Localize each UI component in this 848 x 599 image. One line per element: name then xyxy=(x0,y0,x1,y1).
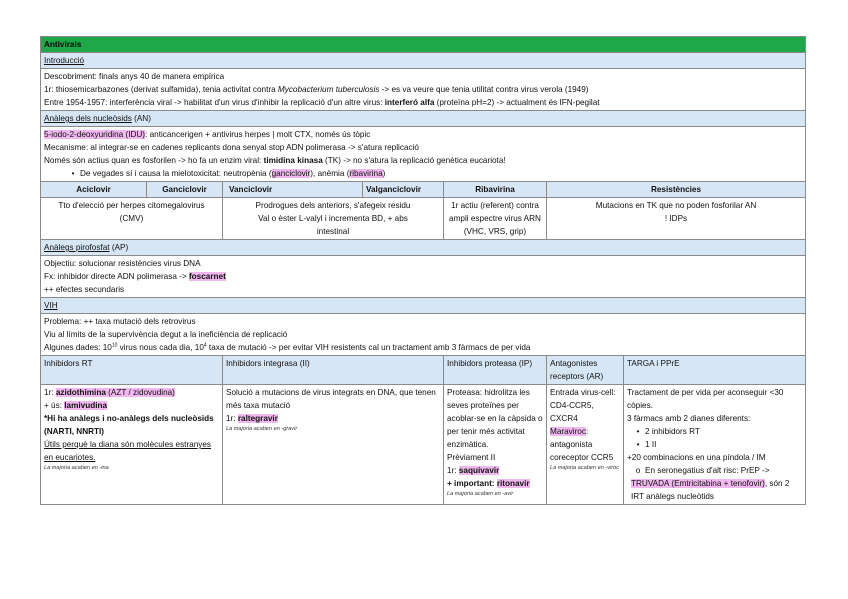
bullet-icon: • xyxy=(71,169,75,178)
section-heading-intro: Introducció xyxy=(41,53,806,69)
an-columns: Aciclovir Ganciclovir Vanciclovir Valganciclovir Ribavirina Resistències xyxy=(41,182,806,198)
an-text: 5-iodo-2-deoxyuridina (IDU): anticancerigen + antivirus herpes | molt CTX, només ús tòpic Mecanisme: al integrar-se en cadenes replicants dona senyal stop ADN polimerasa -> s'atura replicació Només són actius quan es fosforilen -> ho fa un enzim viral: timidina kinasa (TK) -> no s'atura la replicació genètica eucariota! • De vegades sí i causa la mielotoxicitat: neutropènia (ganciclovir), anèmia (ribavirina) xyxy=(41,127,806,182)
ii-cell: Solució a mutacions de virus integrats en DNA, que tenen més taxa mutació 1r: raltegravir La majoria acaben en -gravir xyxy=(223,385,444,505)
circle-bullet-icon: o xyxy=(635,466,641,475)
bullet-icon: • xyxy=(636,440,640,449)
section-heading-ap: Anàlegs pirofosfat (AP) xyxy=(41,240,806,256)
document xyxy=(40,36,805,505)
vih-text: Problema: ++ taxa mutació dels retrovirus Viu al límits de la supervivència degut a la ineficiència de replicació Algunes dades: $10^{10}$ virus nous cada dia, $10^4$ taxa de mutació -> per evitar VIH resistents cal un tractament amb 3 fàrmacs de per vida xyxy=(41,314,806,356)
antivirals-table xyxy=(40,36,806,505)
section-heading-vih: VIH xyxy=(41,298,806,314)
vih-columns: Inhibidors RT Inhibidors integrasa (II) Inhibidors proteasa (IP) Antagonistes receptors (AR) TARGA i PPrE xyxy=(41,356,806,385)
targa-cell: Tractament de per vida per aconseguir <30 còpies. 3 fàrmacs amb 2 dianes diferents: • 2 inhibidors RT • 1 II +20 combinacions en una píndola / IM o En seronegatius d'alt risc: PrEP -> TRUVADA (Emtricitabina + tenofovir), són 2 IRT anàlegs nucleòtids xyxy=(624,385,806,505)
intro-text: Descobriment: finals anys 40 de manera empírica 1r: thiosemicarbazones (derivat sulfamida), tenia activitat contra Mycobacterium tuberculosis -> es va veure que tenia utilitat contra virus verola (1949) Entre 1954-1957: interferència viral -> habilitat d'un virus d'inhibir la replicació d'un altre virus: interferó alfa (proteïna pH=2) -> actualment és IFN-pegilat xyxy=(41,69,806,111)
section-heading-an: Anàlegs dels nucleòsids (AN) xyxy=(41,111,806,127)
page-title: Antivirals xyxy=(41,37,806,53)
vih-row xyxy=(41,385,806,505)
an-row: Tto d'elecció per herpes citomegalovirus (CMV) Prodrogues dels anteriors, s'afegeix residu Val o èster L-valyl i incrementa BD, + abs intestinal 1r actiu (referent) contra ampli espectre virus ARN (VHC, VRS, grip) Mutacions en TK que no poden fosforilar AN ! IDPs xyxy=(41,198,806,240)
rt-cell: 1r: azidothimina (AZT / zidovudina) + ús: lamivudina *Hi ha anàlegs i no-anàlegs dels nucleòsids (NARTI, NNRTI) Útils perquè la diana són molècules estranyes en eucariotes. La majoria acaben en -ina xyxy=(41,385,223,505)
ar-cell: Entrada virus-cell: CD4-CCR5, CXCR4 Maraviroc: antagonista coreceptor CCR5 La majoria acaben en -viroc xyxy=(547,385,624,505)
ip-cell: Proteasa: hidrolitza les seves proteïnes per acoblar-se en la càpsida o per tenir més activitat enzimàtica. Prèviament II 1r: saquivavir + important: ritonavir La majoria acaben en -avir xyxy=(444,385,547,505)
ap-text: Objectiu: solucionar resistències virus DNA Fx: inhibidor directe ADN polimerasa -> foscarnet ++ efectes secundaris xyxy=(41,256,806,298)
bullet-icon: • xyxy=(636,427,640,436)
